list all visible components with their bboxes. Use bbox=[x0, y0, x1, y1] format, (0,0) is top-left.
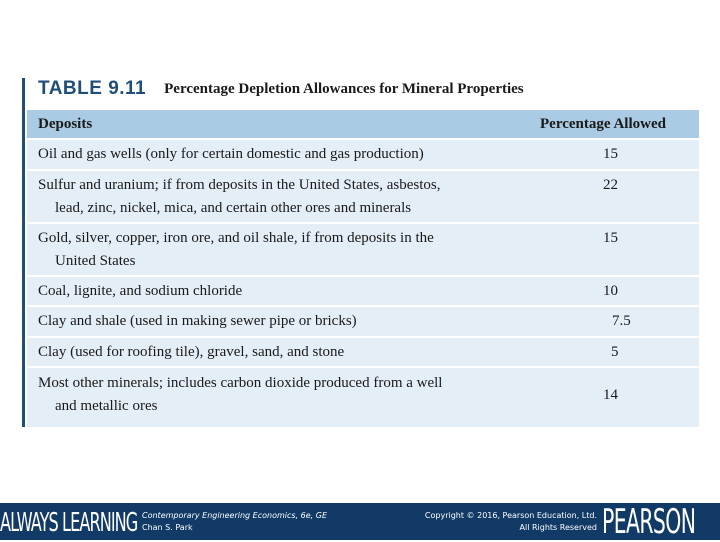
percentage-value: 7.5 bbox=[612, 313, 631, 329]
book-info bbox=[142, 510, 327, 534]
copyright-line-1: Copyright © 2016, Pearson Education, Ltd. bbox=[424, 511, 597, 520]
deposit-description bbox=[38, 174, 518, 220]
deposit-line-1: Clay (used for roofing tile), gravel, sand, and stone bbox=[38, 344, 345, 360]
deposit-description bbox=[38, 372, 518, 418]
table-title bbox=[38, 76, 524, 102]
deposit-line-2: and metallic ores bbox=[55, 398, 158, 414]
percentage-value: 22 bbox=[603, 177, 618, 193]
table-caption: Percentage Depletion Allowances for Mineral Properties bbox=[164, 80, 524, 97]
pearson-logo bbox=[602, 503, 720, 540]
deposit-line-1: Sulfur and uranium; if from deposits in the United States, asbestos, bbox=[38, 177, 441, 193]
pearson-wordmark: PEARSON bbox=[602, 502, 696, 542]
percentage-value: 14 bbox=[603, 387, 618, 403]
depletion-table bbox=[22, 76, 700, 428]
slide-background bbox=[0, 0, 720, 76]
percentage-value: 10 bbox=[603, 283, 618, 299]
percentage-value: 15 bbox=[603, 230, 618, 246]
deposit-description bbox=[38, 310, 518, 333]
table-row bbox=[27, 368, 699, 427]
deposit-line-1: Most other minerals; includes carbon dioxide produced from a well bbox=[38, 375, 443, 391]
deposit-description bbox=[38, 341, 518, 364]
percentage-value: 5 bbox=[611, 344, 619, 360]
footer-bar bbox=[0, 503, 720, 540]
copyright-notice bbox=[425, 510, 597, 534]
always-learning-logo: ALWAYS LEARNING bbox=[0, 508, 138, 538]
table-grid bbox=[27, 110, 699, 427]
book-title: Contemporary Engineering Economics, 6e, GE bbox=[142, 511, 328, 520]
table-number: TABLE 9.11 bbox=[38, 78, 147, 99]
deposit-line-1: Clay and shale (used in making sewer pipe or bricks) bbox=[38, 313, 357, 329]
book-author: Chan S. Park bbox=[142, 523, 193, 532]
deposit-description bbox=[38, 280, 518, 303]
deposit-description bbox=[38, 227, 518, 273]
table-header-row bbox=[27, 110, 699, 140]
deposit-line-2: United States bbox=[55, 253, 136, 269]
table-left-rule bbox=[22, 78, 25, 427]
header-deposits: Deposits bbox=[38, 116, 93, 132]
table-row bbox=[27, 307, 699, 338]
table-row bbox=[27, 338, 699, 368]
header-percentage-allowed: Percentage Allowed bbox=[540, 116, 666, 132]
table-row bbox=[27, 171, 699, 224]
table-row bbox=[27, 224, 699, 277]
deposit-line-1: Oil and gas wells (only for certain domestic and gas production) bbox=[38, 146, 424, 162]
deposit-description bbox=[38, 143, 518, 166]
table-row bbox=[27, 277, 699, 307]
deposit-line-1: Gold, silver, copper, iron ore, and oil shale, if from deposits in the bbox=[38, 230, 434, 246]
percentage-value: 15 bbox=[603, 146, 618, 162]
table-row bbox=[27, 140, 699, 171]
deposit-line-2: lead, zinc, nickel, mica, and certain other ores and minerals bbox=[55, 200, 412, 216]
deposit-line-1: Coal, lignite, and sodium chloride bbox=[38, 283, 243, 299]
copyright-line-2: All Rights Reserved bbox=[519, 523, 597, 532]
